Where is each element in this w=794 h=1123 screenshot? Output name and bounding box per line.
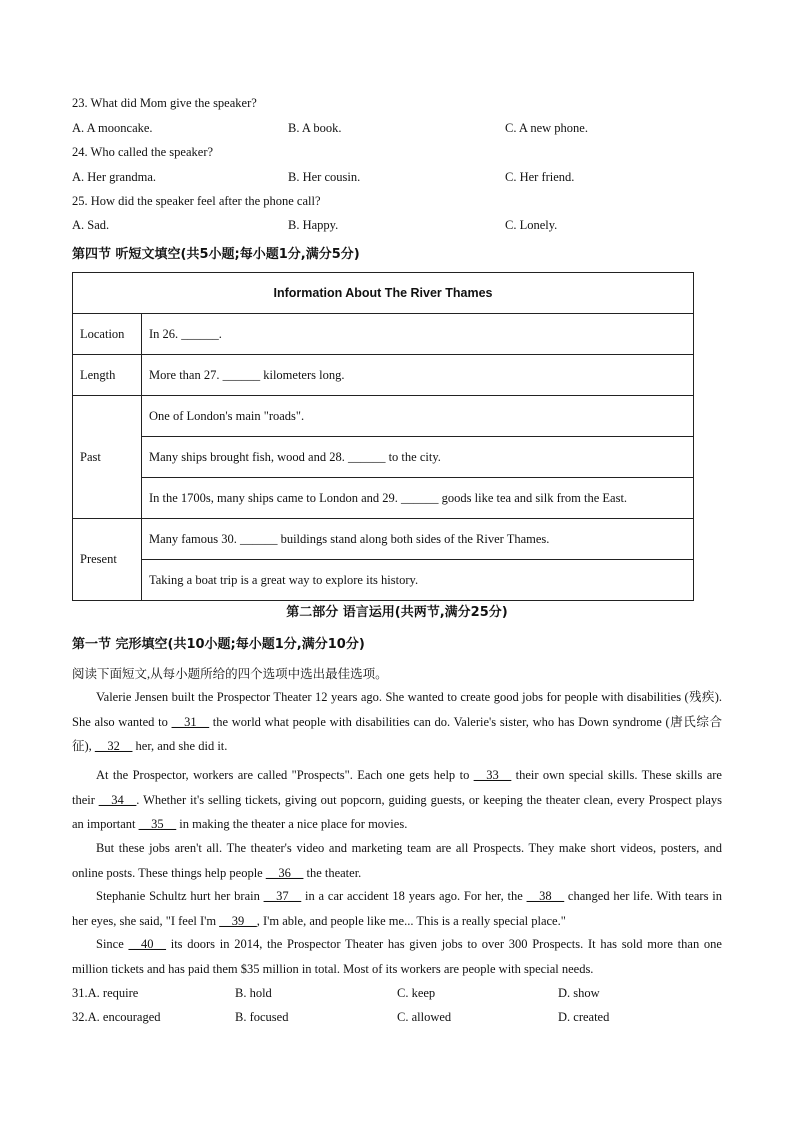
blank-40: __40__ [128,937,166,951]
question-24-option-c: C. Her friend. [505,170,575,184]
length-label: Length [73,355,142,396]
question-24-option-b: B. Her cousin. [288,170,361,184]
blank-31: __31__ [171,714,210,729]
question-24-option-a: A. Her grandma. [72,170,156,184]
blank-34: __34__ [98,792,137,807]
blank-36: __36__ [265,865,304,880]
question-23-option-a: A. A mooncake. [72,121,153,135]
choice-31-a: 31.A. require [72,986,139,1000]
choice-32-c: C. allowed [397,1010,452,1024]
choice-31-d: D. show [558,986,600,1000]
choice-32-a: 32.A. encouraged [72,1010,161,1024]
cloze-instruction: 阅读下面短文,从每小题所给的四个选项中选出最佳选项。 [72,667,388,681]
choice-31-b: B. hold [235,986,272,1000]
choice-31-c: C. keep [397,986,436,1000]
passage-paragraph-2: At the Prospector, workers are called "Prospects". Each one gets help to __33__ their own special skills. These skills are their __34__. Whether it's selling tickets, giving out popcorn, guiding guests, or keeping the theater clean, every Prospect plays an important __35__ in making the theater a nice place for movies. [72,763,722,837]
blank-39: __39__ [219,913,257,928]
passage-paragraph-5: Since __40__ its doors in 2014, the Prospector Theater has given jobs to over 300 Prospects. It has sold more than one million tickets and has paid them $35 million in total. Most of its workers are people with special needs. [72,932,722,981]
past-label: Past [73,396,142,519]
question-24-stem: 24. Who called the speaker? [72,145,214,159]
choice-32-b: B. focused [235,1010,289,1024]
location-label: Location [73,314,142,355]
past-row-3: In the 1700s, many ships came to London and 29. ______ goods like tea and silk from the East. [142,478,694,519]
question-25-stem: 25. How did the speaker feel after the phone call? [72,194,321,208]
question-25-option-c: C. Lonely. [505,218,558,232]
table-heading: Information About The River Thames [73,273,694,314]
section-4-title: 第四节 听短文填空(共5小题;每小题1分,满分5分) [72,247,360,262]
question-25-option-a: A. Sad. [72,218,110,232]
blank-38: __38__ [526,889,565,903]
passage-paragraph-4: Stephanie Schultz hurt her brain __37__ in a car accident 18 years ago. For her, the __38__ changed her life. With tears in her eyes, she said, "I feel I'm __39__, I'm able, and people like me... This is a really special place." [72,884,722,933]
river-thames-table [72,272,694,601]
blank-32: __32__ [94,739,133,753]
question-23-option-b: B. A book. [288,121,342,135]
passage-paragraph-1: Valerie Jensen built the Prospector Theater 12 years ago. She wanted to create good jobs for people with disabilities (残疾). She also wanted to __31__ the world what people with disabilities can do. Valerie's sister, who has Down syndrome (唐氏综合征), __32__ her, and she did it. [72,685,722,759]
part-2-title: 第二部分 语言运用(共两节,满分25分) [286,605,508,620]
cloze-section-title: 第一节 完形填空(共10小题;每小题1分,满分10分) [72,637,365,652]
question-25-option-b: B. Happy. [288,218,339,232]
length-cell: More than 27. ______ kilometers long. [142,355,694,396]
present-row-1: Many famous 30. ______ buildings stand along both sides of the River Thames. [142,519,694,560]
past-row-2: Many ships brought fish, wood and 28. ______ to the city. [142,437,694,478]
question-23-stem: 23. What did Mom give the speaker? [72,96,257,110]
present-label: Present [73,519,142,601]
passage-paragraph-3: But these jobs aren't all. The theater's video and marketing team are all Prospects. They make short videos, posters, and online posts. These things help people __36__ the theater. [72,836,722,885]
present-row-2: Taking a boat trip is a great way to explore its history. [142,560,694,601]
blank-35: __35__ [138,817,177,831]
question-23-option-c: C. A new phone. [505,121,588,135]
blank-37: __37__ [263,889,302,903]
choice-32-d: D. created [558,1010,610,1024]
blank-33: __33__ [473,768,512,782]
location-cell: In 26. ______. [142,314,694,355]
past-row-1: One of London's main "roads". [142,396,694,437]
